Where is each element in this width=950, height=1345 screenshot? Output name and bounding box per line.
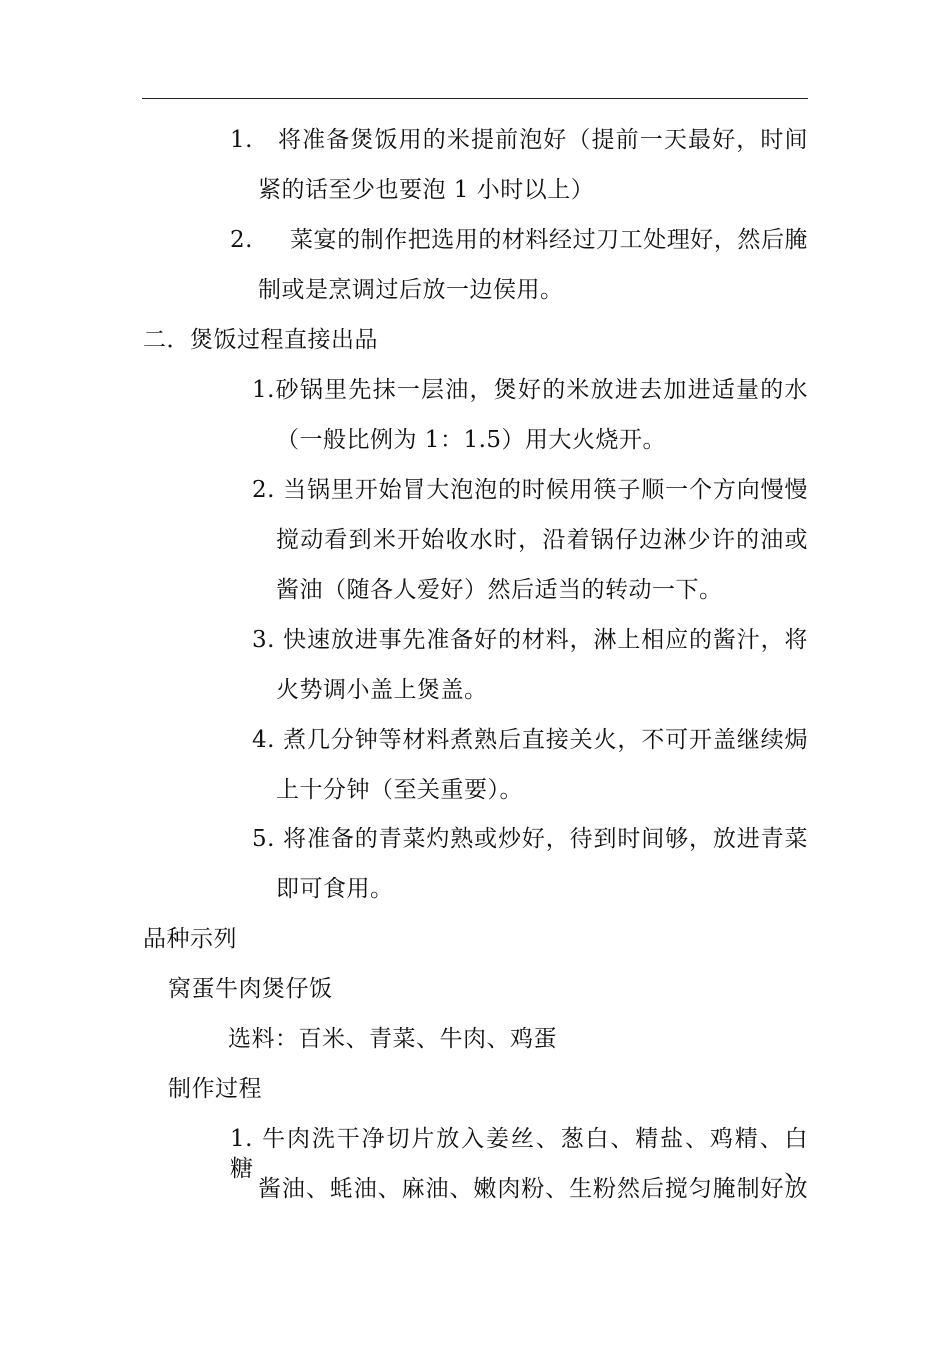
step-2-line-3: 酱油（随各人爱好）然后适当的转动一下。 [276,577,723,603]
dish-name: 窝蛋牛肉煲仔饭 [168,976,333,1002]
step-5-line-2: 即可食用。 [276,876,394,902]
step-3-line-1: 3. 快速放进事先准备好的材料，淋上相应的酱汁，将 [252,627,808,653]
prep-item-2-line-1: 菜宴的制作把选用的材料经过刀工处理好，然后腌 [290,227,808,253]
step-4-line-1: 4. 煮几分钟等材料煮熟后直接关火，不可开盖继续焗 [252,727,808,753]
step-1-line-1: 1.砂锅里先抹一层油，煲好的米放进去加进适量的水 [252,377,808,403]
section-2-heading: 二．煲饭过程直接出品 [143,327,378,353]
prep-item-1-line-2: 紧的话至少也要泡 1 小时以上） [258,177,595,203]
step-5-line-1: 5. 将准备的青菜灼熟或炒好，待到时间够，放进青菜 [252,826,808,852]
prep-item-2-number: 2. [230,227,253,253]
header-rule [142,98,808,99]
step-2-line-2: 搅动看到米开始收水时，沿着锅仔边淋少许的油或 [276,527,808,553]
process-step-1-line-1: 1. 牛肉洗干净切片放入姜丝、葱白、精盐、鸡精、白糖、 [230,1126,808,1182]
prep-item-2-line-2: 制或是烹调过后放一边侯用。 [258,277,564,303]
process-step-1-line-2: 酱油、蚝油、麻油、嫩肉粉、生粉然后搅匀腌制好放 [258,1176,808,1202]
step-4-line-2: 上十分钟（至关重要）。 [276,777,523,803]
prep-item-1-line-1: 将准备煲饭用的米提前泡好（提前一天最好，时间 [278,127,808,153]
step-3-line-2: 火势调小盖上煲盖。 [276,677,488,703]
step-1-line-2: （一般比例为 1：1.5）用大火烧开。 [276,427,667,453]
process-heading: 制作过程 [168,1076,262,1102]
ingredients-line: 选料：百米、青菜、牛肉、鸡蛋 [228,1026,557,1052]
prep-item-1-number: 1. [230,127,253,153]
step-2-line-1: 2. 当锅里开始冒大泡泡的时候用筷子顺一个方向慢慢 [252,477,808,503]
examples-heading: 品种示列 [143,926,237,952]
